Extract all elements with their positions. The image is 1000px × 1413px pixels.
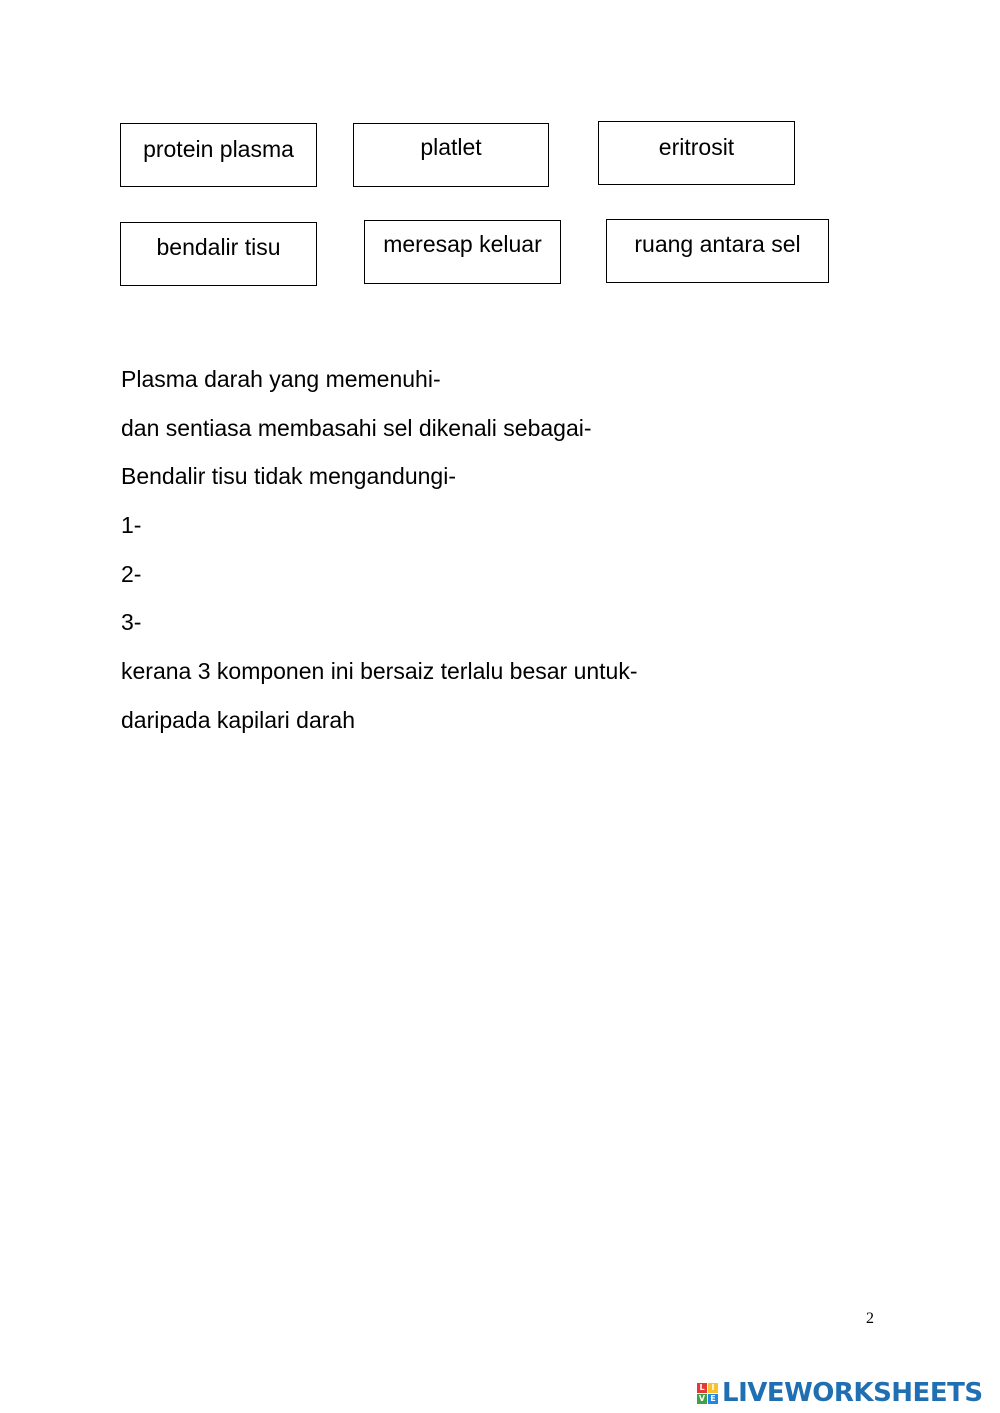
word-box-label: platlet xyxy=(420,134,482,160)
word-box-label: ruang antara sel xyxy=(634,231,801,257)
page-number: 2 xyxy=(866,1310,874,1327)
sentence-line: dan sentiasa membasahi sel dikenali sebagai- xyxy=(121,414,592,441)
word-box-ruang-antara-sel[interactable] xyxy=(606,219,829,283)
word-box-bendalir-tisu[interactable] xyxy=(120,222,317,286)
word-box-protein-plasma[interactable] xyxy=(120,123,317,187)
logo-letter: V xyxy=(698,1394,706,1403)
logo-letter: L xyxy=(697,1383,707,1393)
word-box-label: eritrosit xyxy=(658,134,735,160)
word-box-platlet[interactable] xyxy=(353,123,549,187)
word-box-label: protein plasma xyxy=(143,136,294,162)
word-box-label: bendalir tisu xyxy=(156,234,281,260)
sentence-line: Bendalir tisu tidak mengandungi- xyxy=(121,463,456,490)
sentence-line: Plasma darah yang memenuhi- xyxy=(121,366,441,392)
sentence-line: kerana 3 komponen ini bersaiz terlalu besar untuk- xyxy=(121,658,638,685)
brand-wordmark: LIVEWORKSHEETS xyxy=(722,1378,983,1408)
sentence-line: 2- xyxy=(121,560,142,587)
logo-letter: E xyxy=(708,1394,718,1404)
sentence-line: 1- xyxy=(121,512,142,539)
word-box-meresap-keluar[interactable] xyxy=(364,220,561,284)
word-box-eritrosit[interactable] xyxy=(598,121,795,185)
word-box-label: meresap keluar xyxy=(383,231,542,257)
liveworksheets-brand xyxy=(697,1378,983,1408)
sentence-list xyxy=(121,368,638,758)
logo-letter: I xyxy=(708,1383,718,1393)
liveworksheets-logo-icon xyxy=(697,1383,718,1404)
sentence-line: daripada kapilari darah xyxy=(121,706,355,733)
sentence-line: 3- xyxy=(121,609,142,636)
